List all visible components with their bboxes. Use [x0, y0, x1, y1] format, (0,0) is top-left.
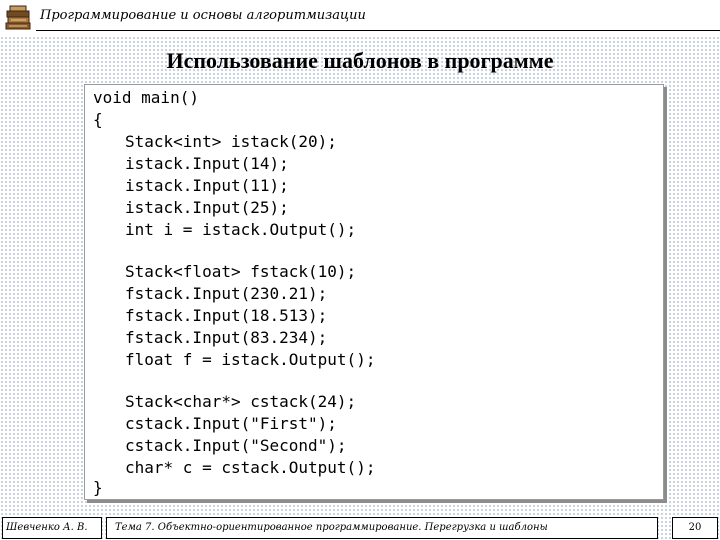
- code-line: fstack.Input(18.513);: [125, 306, 328, 325]
- header-bar: [0, 0, 720, 36]
- code-line: {: [93, 110, 103, 129]
- code-line: int i = istack.Output();: [125, 220, 357, 239]
- slide-title: Использование шаблонов в программе: [166, 48, 554, 73]
- code-line: fstack.Input(83.234);: [125, 328, 328, 347]
- code-block: [84, 84, 664, 500]
- code-line: void main(): [93, 88, 199, 107]
- code-line: Stack<char*> cstack(24);: [125, 392, 357, 411]
- code-line: Stack<float> fstack(10);: [125, 262, 357, 281]
- code-line: char* c = cstack.Output();: [125, 458, 376, 477]
- code-line: istack.Input(25);: [125, 198, 289, 217]
- code-line: }: [93, 478, 103, 497]
- code-line: cstack.Input("First");: [125, 414, 337, 433]
- footer-author: Шевченко А. В.: [2, 517, 102, 539]
- code-line: istack.Input(14);: [125, 154, 289, 173]
- footer-topic: Тема 7. Объектно-ориентированное программирование. Перегрузка и шаблоны: [106, 517, 658, 539]
- code-line: cstack.Input("Second");: [125, 436, 347, 455]
- code-line: fstack.Input(230.21);: [125, 284, 328, 303]
- code-line: float f = istack.Output();: [125, 350, 376, 369]
- book-stack-icon: [3, 3, 33, 33]
- page-number: 20: [672, 517, 718, 539]
- course-title: Программирование и основы алгоритмизации: [40, 8, 366, 23]
- header-divider: [36, 30, 720, 31]
- code-line: Stack<int> istack(20);: [125, 132, 337, 151]
- code-line: istack.Input(11);: [125, 176, 289, 195]
